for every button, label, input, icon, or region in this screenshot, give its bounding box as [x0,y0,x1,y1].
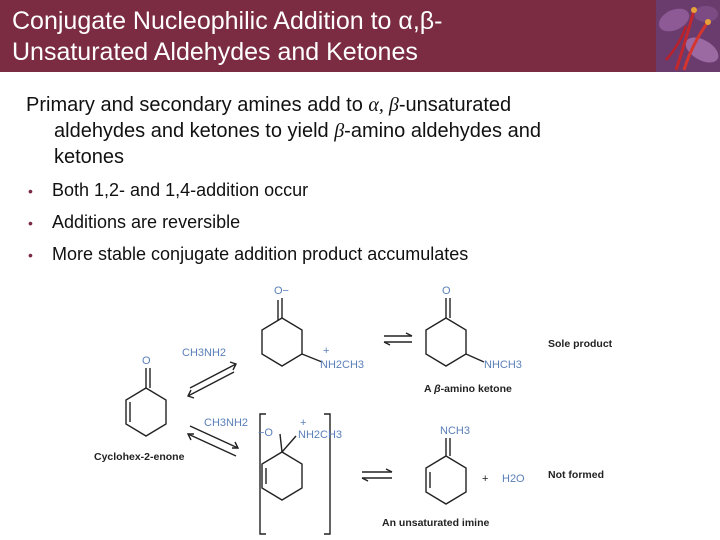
intro-text-1: Primary and secondary amines add to [26,94,369,116]
title-line-1: Conjugate Nucleophilic Addition to α,β- [12,7,443,35]
bullet-icon: • [28,183,33,199]
start-oxygen-label: O [142,355,151,367]
equilibrium-arrow-top-right [384,333,412,345]
ammonium-plus-bottom: + [300,417,307,429]
list-item [28,244,668,276]
bullet-list [28,180,668,276]
equilibrium-arrow-bottom-right [362,469,392,481]
intro-line-3: ketones [54,146,125,168]
equilibrium-arrow-top-left [188,362,236,398]
list-item [28,180,668,212]
intro-text-2: -unsaturated [398,94,512,116]
intro-text-4: -amino aldehydes and [344,120,541,142]
plus-sign: + [482,473,489,485]
not-formed-label: Not formed [548,469,604,481]
cyclohexenone-structure [126,368,166,436]
alkoxide-label: −O [258,427,273,439]
reagent-top-label: CH3NH2 [182,347,227,359]
beta-amino-ketone-structure [426,298,484,366]
intro-greek-beta: β [334,120,345,142]
list-item [28,212,668,244]
equilibrium-arrow-bottom-left [188,426,238,456]
bullet-text: Both 1,2- and 1,4-addition occur [52,180,309,200]
bullet-icon: • [28,215,33,231]
amino-group-label: NHCH3 [484,359,522,371]
beta-amino-ketone-label: A β-amino ketone [424,383,512,395]
ammonium-group-bottom: NH2CH3 [298,429,343,441]
bullet-text: More stable conjugate addition product accumulates [52,244,469,264]
start-compound-label: Cyclohex-2-enone [94,451,185,463]
ammonium-group-top: NH2CH3 [320,359,365,371]
intro-text-3: aldehydes and ketones to yield [54,120,335,142]
reagent-bottom-label: CH3NH2 [204,417,249,429]
intro-line-1 [26,92,666,118]
ammonium-plus-top: + [323,345,330,357]
intro-paragraph [26,92,666,170]
enolate-oxygen-label: O− [274,285,289,297]
intro-line-2 [26,118,666,144]
saffron-flower-image [656,0,720,72]
reaction-scheme [90,276,630,536]
water-label: H2O [502,473,525,485]
ketone-oxygen-label: O [442,285,451,297]
imine-group-label: NCH3 [440,425,470,437]
title-bar [0,0,720,72]
bullet-icon: • [28,247,33,263]
unsaturated-imine-structure [426,438,466,504]
intro-greek-alpha-beta: α, β [368,94,399,116]
alkoxide-intermediate-structure [262,434,302,500]
sole-product-label: Sole product [548,338,613,350]
unsaturated-imine-label: An unsaturated imine [382,517,490,529]
enolate-intermediate-structure [262,298,322,366]
slide-title [12,6,652,68]
title-line-2: Unsaturated Aldehydes and Ketones [12,38,418,66]
bullet-text: Additions are reversible [52,212,241,232]
